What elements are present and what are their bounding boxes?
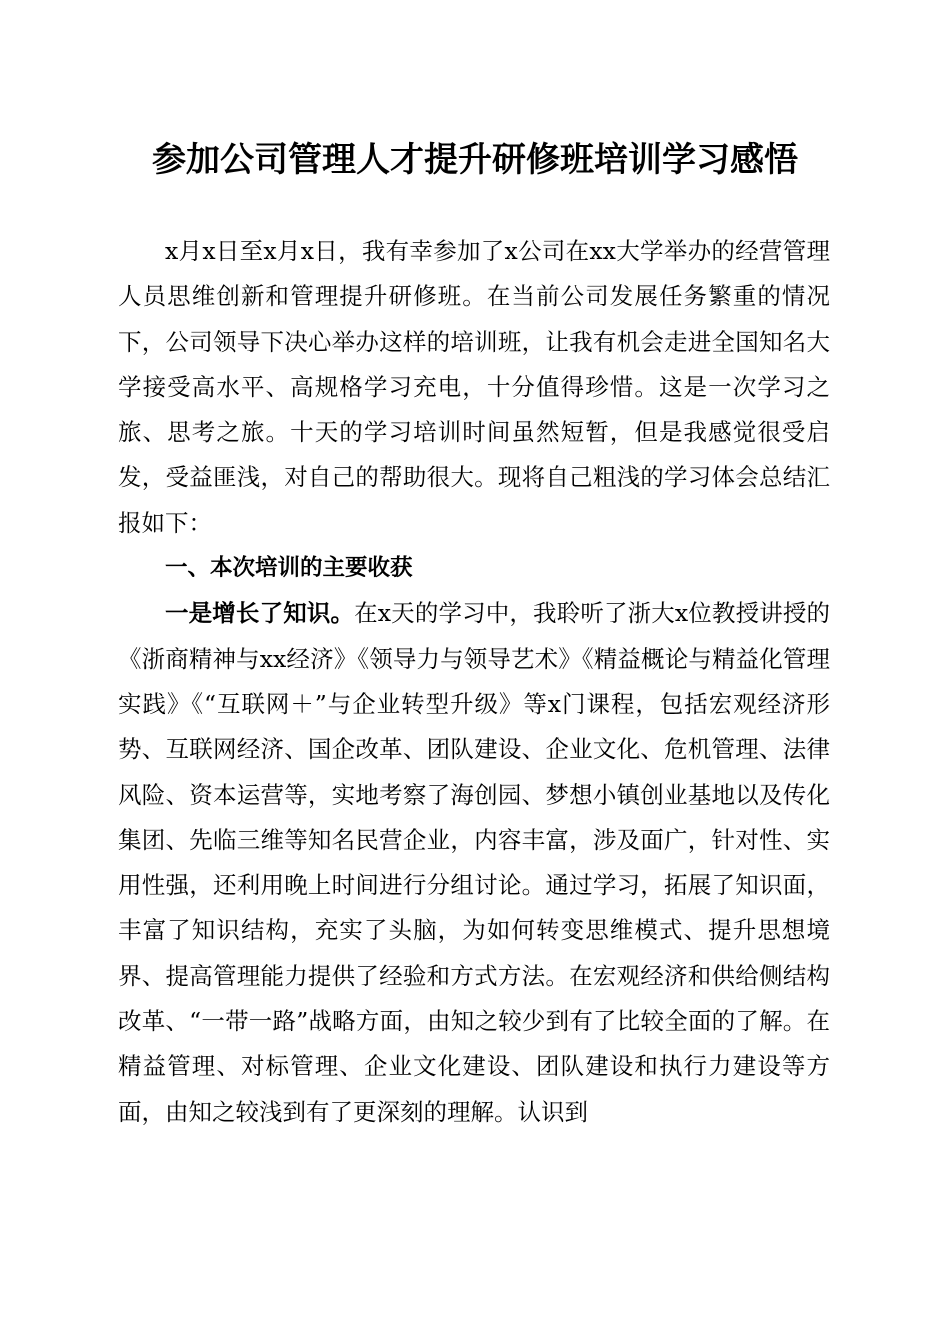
knowledge-paragraph: [118, 591, 830, 1135]
document-title: 参加公司管理人才提升研修班培训学习感悟: [152, 140, 798, 180]
section-heading: 一、本次培训的主要收获: [165, 555, 413, 582]
intro-paragraph: x月x日至x月x日，我有幸参加了x公司在xx大学举办的经营管理人员思维创新和管理提升研修班。在当前公司发展任务繁重的情况下，公司领导下决心举办这样的培训班，让我有机会走进全国知名大学接受高水平、高规格学习充电，十分值得珍惜。这是一次学习之旅、思考之旅。十天的学习培训时间虽然短暂，但是我感觉很受启发，受益匪浅，对自己的帮助很大。现将自己粗浅的学习体会总结汇报如下：: [118, 237, 830, 537]
paragraph-lead-in: 一是增长了知识。: [165, 599, 355, 628]
document-body: [118, 229, 830, 1135]
paragraph-body-text: 在x天的学习中，我聆听了浙大x位教授讲授的《浙商精神与xx经济》《领导力与领导艺术》《精益概论与精益化管理实践》《“互联网＋”与企业转型升级》等x门课程，包括宏观经济形势、互联网经济、国企改革、团队建设、企业文化、危机管理、法律风险、资本运营等，实地考察了海创园、梦想小镇创业基地以及传化集团、先临三维等知名民营企业，内容丰富，涉及面广，针对性、实用性强，还利用晚上时间进行分组讨论。通过学习，拓展了知识面，丰富了知识结构，充实了头脑，为如何转变思维模式、提升思想境界、提高管理能力提供了经验和方式方法。在宏观经济和供给侧结构改革、“一带一路”战略方面，由知之较少到有了比较全面的了解。在精益管理、对标管理、企业文化建设、团队建设和执行力建设等方面，由知之较浅到有了更深刻的理解。认识到: [118, 599, 830, 1126]
